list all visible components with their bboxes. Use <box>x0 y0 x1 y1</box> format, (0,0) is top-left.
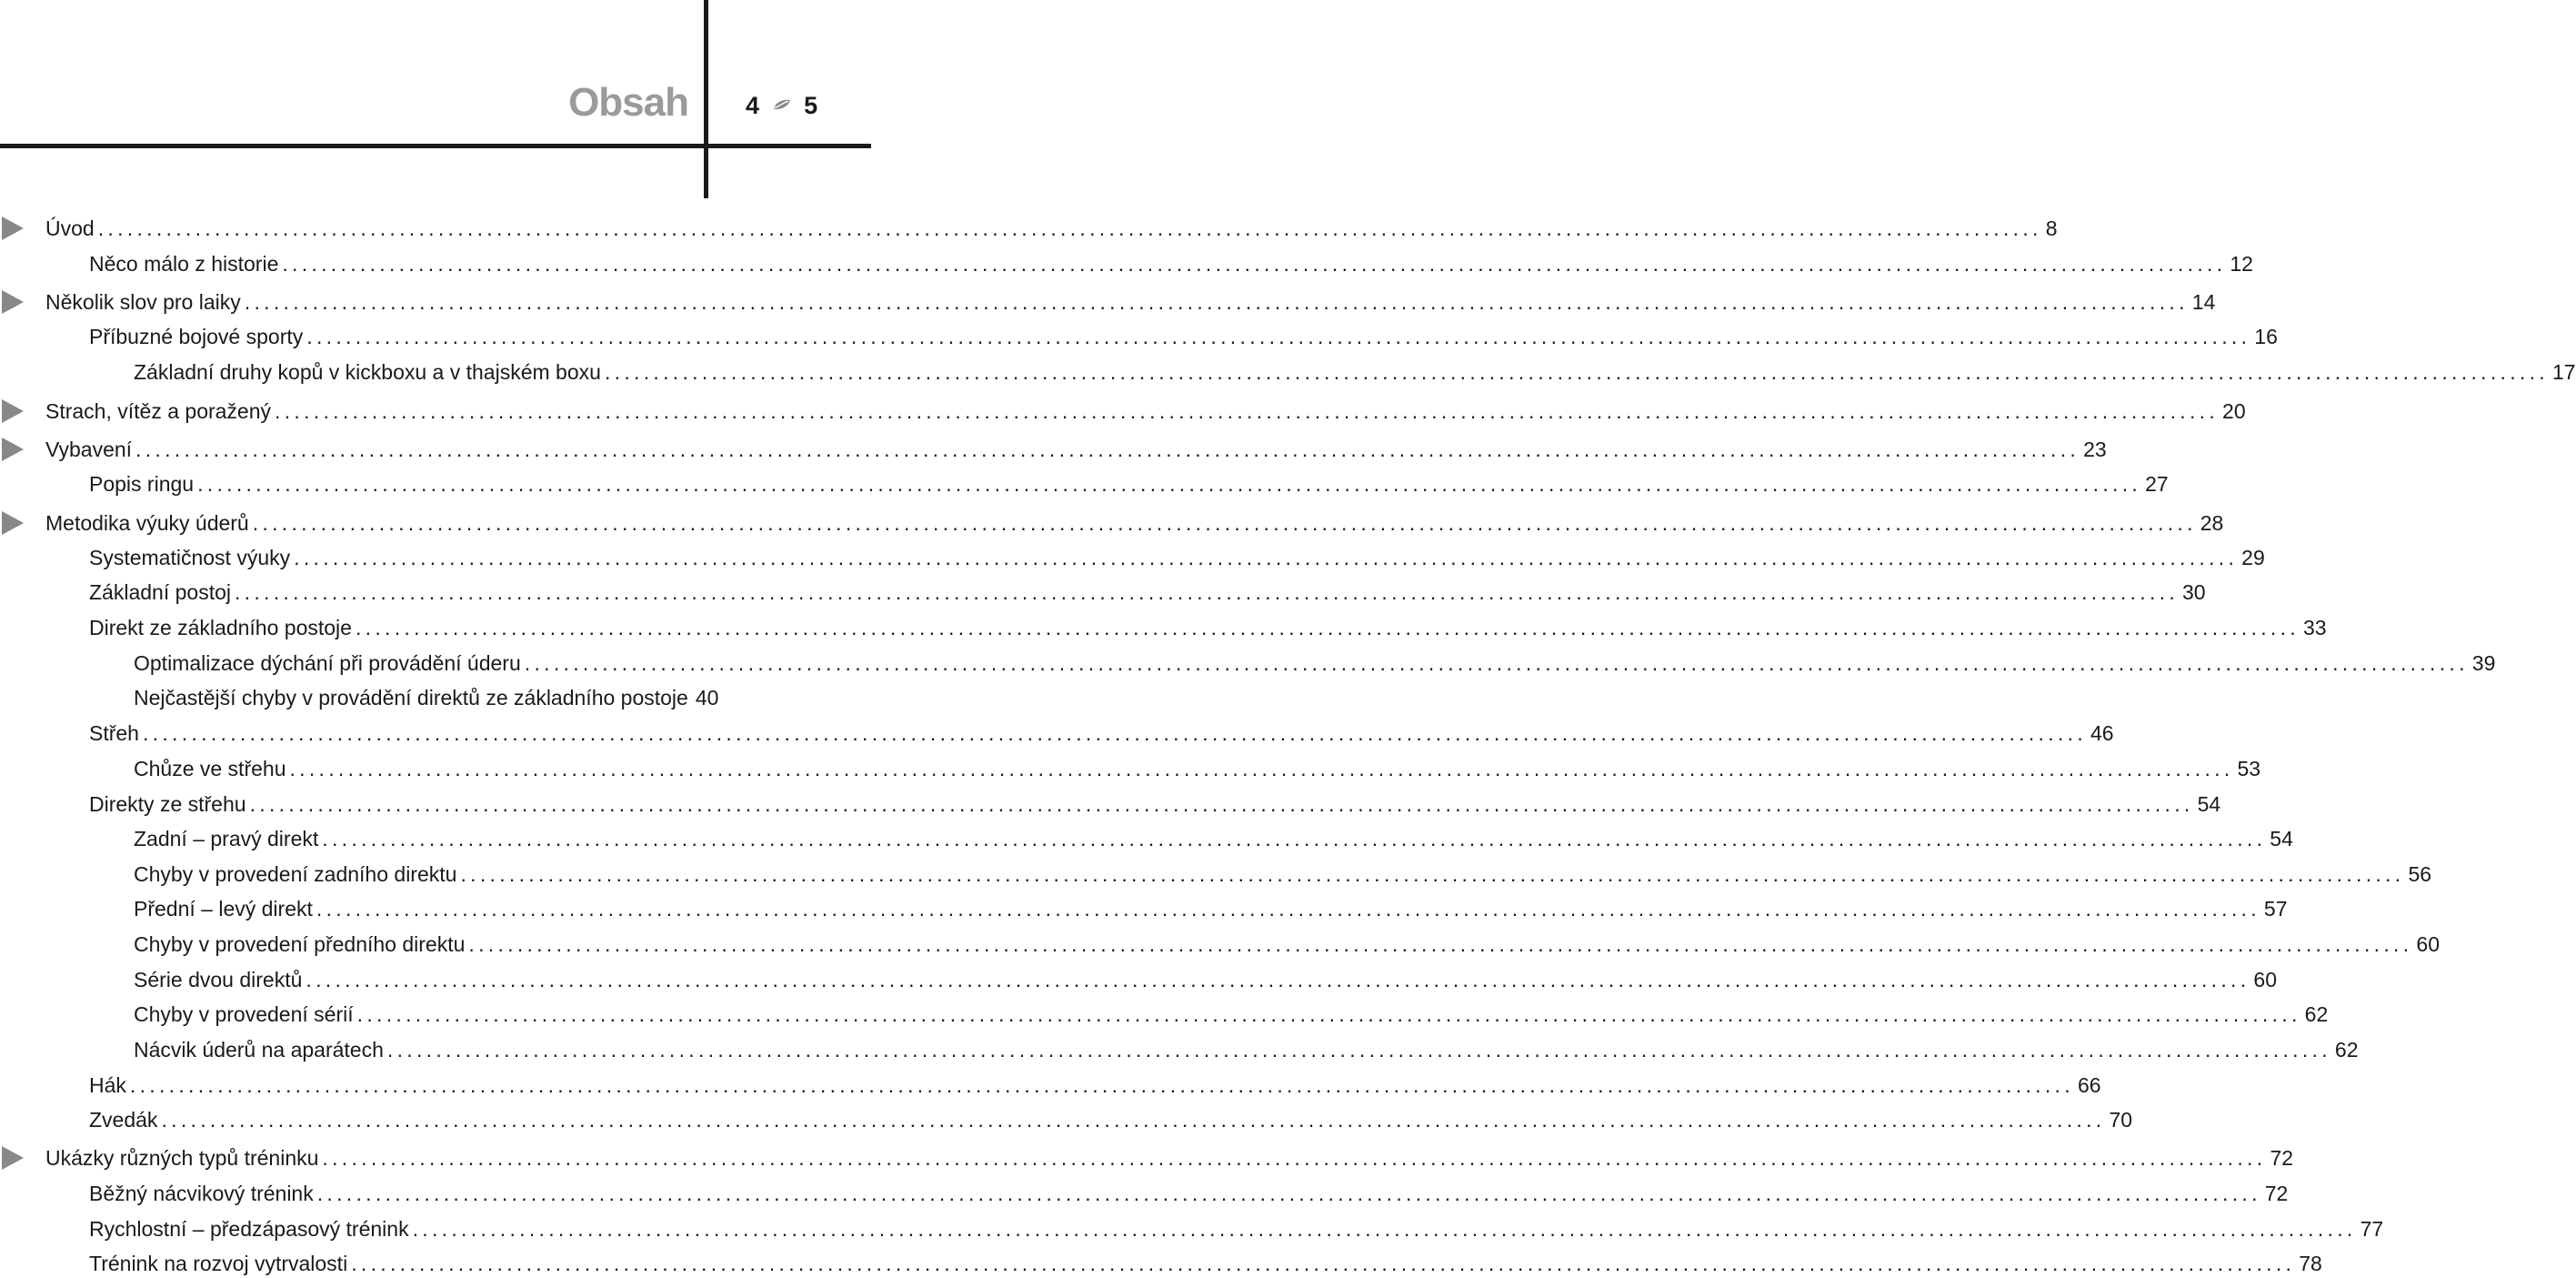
toc-entry-page: 60 <box>2416 932 2441 956</box>
toc-entry-label: Chůze ve střehu <box>134 757 286 780</box>
toc-entry-label: Chyby v provedení sérií <box>134 1002 354 1026</box>
toc-entry-page: 20 <box>2222 399 2246 423</box>
page-number-left: 4 <box>746 92 760 119</box>
dot-leader: ........................................................................................................................................................................................................ <box>161 1108 2106 1132</box>
toc-entry-page: 62 <box>2304 1002 2329 1026</box>
toc-entry-page: 14 <box>2191 290 2216 314</box>
toc-entry-label: Trénink na rozvoj vytrvalosti <box>89 1252 348 1275</box>
toc-entry-label: Nejčastější chyby v provádění direktů ze základního postoje <box>134 686 688 709</box>
toc-entry-page: 33 <box>2302 616 2327 639</box>
toc-entry-page: 54 <box>2270 827 2293 850</box>
toc-entry[interactable] <box>89 1249 2322 1278</box>
toc-entry[interactable] <box>89 543 2265 572</box>
toc-entry-label: Něco málo z historie <box>89 252 279 276</box>
toc-entry-label: Série dvou direktů <box>134 968 303 991</box>
dot-leader: ........................................................................................................................................................................................................ <box>460 862 2405 886</box>
toc-entry-page: 70 <box>2109 1108 2133 1132</box>
toc-entry[interactable] <box>134 860 2432 889</box>
toc-entry-page: 57 <box>2263 897 2288 921</box>
dot-leader: ........................................................................................................................................................................................................ <box>322 827 2267 850</box>
toc-entry-page: 78 <box>2299 1252 2322 1275</box>
dot-leader: ........................................................................................................................................................................................................ <box>142 721 2088 745</box>
dot-leader: ........................................................................................................................................................................................................ <box>294 546 2239 569</box>
toc-entry[interactable] <box>134 894 2288 923</box>
toc-entry[interactable] <box>89 1214 2384 1243</box>
toc-entry[interactable] <box>134 754 2261 783</box>
toc-entry-label: Vybavení <box>45 438 133 461</box>
toc-entry-label: Direkty ze střehu <box>89 792 246 816</box>
toc-entry-label: Běžný nácvikový trénink <box>89 1182 314 1205</box>
toc-entry-label: Zvedák <box>89 1108 158 1132</box>
toc-entry[interactable] <box>45 508 2224 538</box>
toc-entry-page: 72 <box>2264 1182 2289 1205</box>
dot-leader: ........................................................................................................................................................................................................ <box>355 616 2300 639</box>
dot-leader: ........................................................................................................................................................................................................ <box>316 897 2260 921</box>
toc-entry-page: 77 <box>2360 1217 2384 1241</box>
toc-entry[interactable] <box>89 1179 2289 1208</box>
section-arrow-icon <box>2 438 24 461</box>
dot-leader: ........................................................................................................................................................................................................ <box>282 252 2227 276</box>
dot-leader: ........................................................................................................................................................................................................ <box>97 216 2042 240</box>
dot-leader: ........................................................................................................................................................................................................ <box>386 1038 2331 1062</box>
toc-entry[interactable] <box>89 322 2278 351</box>
toc-entry-page: 12 <box>2230 252 2253 276</box>
toc-entry[interactable] <box>134 1035 2359 1064</box>
toc-entry-label: Direkt ze základního postoje <box>89 616 352 639</box>
toc-entry[interactable] <box>45 435 2107 464</box>
section-arrow-icon <box>2 511 24 535</box>
toc-entry[interactable] <box>45 397 2246 426</box>
toc-entry-page: 30 <box>2182 580 2206 604</box>
dot-leader: ........................................................................................................................................................................................................ <box>351 1252 2296 1275</box>
toc-entry[interactable] <box>134 930 2441 959</box>
toc-entry-page: 29 <box>2241 546 2265 569</box>
toc-entry-label: Přední – levý direkt <box>134 897 313 921</box>
toc-entry-label: Zadní – pravý direkt <box>134 827 319 850</box>
dot-leader: ........................................................................................................................................................................................................ <box>322 1146 2267 1170</box>
toc-entry-page: 17 <box>2551 360 2576 384</box>
dot-leader: ........................................................................................................................................................................................................ <box>289 757 2234 780</box>
toc-entry-label: Hák <box>89 1073 126 1097</box>
dot-leader: ........................................................................................................................................................................................................ <box>524 651 2469 675</box>
toc-entry-label: Základní druhy kopů v kickboxu a v thajském boxu <box>134 360 601 384</box>
dot-leader: ........................................................................................................................................................................................................ <box>412 1217 2357 1241</box>
toc-entry-label: Systematičnost výuky <box>89 546 291 569</box>
toc-entry-label: Rychlostní – předzápasový trénink <box>89 1217 409 1241</box>
dot-leader: ........................................................................................................................................................................................................ <box>234 580 2180 604</box>
toc-entry[interactable] <box>89 1071 2101 1100</box>
toc-entry[interactable] <box>89 719 2114 748</box>
dot-leader: ........................................................................................................................................................................................................ <box>604 360 2549 384</box>
toc-entry[interactable] <box>89 613 2327 642</box>
dot-leader: ........................................................................................................................................................................................................ <box>197 472 2142 496</box>
toc-entry-label: Střeh <box>89 721 139 745</box>
toc-entry[interactable] <box>134 357 2576 387</box>
dot-leader: ........................................................................................................................................................................................................ <box>468 932 2413 956</box>
toc-entry-label: Ukázky různých typů tréninku <box>45 1146 319 1170</box>
dot-leader: ........................................................................................................................................................................................................ <box>316 1182 2261 1205</box>
toc-entry-page: 66 <box>2077 1073 2101 1097</box>
toc-entry-page: 46 <box>2090 721 2114 745</box>
toc-entry[interactable] <box>134 649 2496 678</box>
toc-entry[interactable] <box>89 790 2221 819</box>
toc-entry[interactable] <box>89 1105 2133 1134</box>
toc-entry-page: 39 <box>2471 651 2496 675</box>
toc-entry-page: 62 <box>2334 1038 2359 1062</box>
toc-entry[interactable] <box>45 214 2058 243</box>
toc-entry-page: 60 <box>2253 968 2278 991</box>
toc-entry-label: Chyby v provedení zadního direktu <box>134 862 457 886</box>
toc-entry-label: Úvod <box>45 216 95 240</box>
toc-entry-page: 16 <box>2254 325 2278 348</box>
section-arrow-icon <box>2 290 24 314</box>
toc-entry-page: 53 <box>2237 757 2261 780</box>
dot-leader: ........................................................................................................................................................................................................ <box>249 792 2194 816</box>
dot-leader: ........................................................................................................................................................................................................ <box>129 1073 2074 1097</box>
dot-leader: ........................................................................................................................................................................................................ <box>306 325 2251 348</box>
toc-entry[interactable] <box>45 287 2216 317</box>
toc-entry-label: Několik slov pro laiky <box>45 290 241 314</box>
toc-entry[interactable] <box>89 469 2169 498</box>
section-arrow-icon <box>2 216 24 240</box>
dot-leader: ........................................................................................................................................................................................................ <box>306 968 2250 991</box>
section-arrow-icon <box>2 1146 24 1170</box>
toc-entry-page: 23 <box>2083 438 2107 461</box>
dot-leader: ........................................................................................................................................................................................................ <box>135 438 2080 461</box>
dot-leader: ........................................................................................................................................................................................................ <box>275 399 2220 423</box>
toc-entry-label: Strach, vítěz a poražený <box>45 399 272 423</box>
toc-entry[interactable] <box>134 965 2278 994</box>
toc-entry-label: Optimalizace dýchání při provádění úderu <box>134 651 521 675</box>
toc-entry[interactable] <box>89 249 2253 278</box>
toc-entry-page: 56 <box>2408 862 2432 886</box>
toc-entry[interactable] <box>134 824 2293 853</box>
dot-leader: ........................................................................................................................................................................................................ <box>252 511 2197 535</box>
toc-entry-label: Nácvik úderů na aparátech <box>134 1038 384 1062</box>
toc-entry-label: Popis ringu <box>89 472 195 496</box>
toc-entry-page: 27 <box>2145 472 2169 496</box>
dot-leader: ........................................................................................................................................................................................................ <box>356 1002 2301 1026</box>
dot-leader: ........................................................................................................................................................................................................ <box>244 290 2189 314</box>
toc-entry[interactable] <box>89 578 2206 607</box>
toc-entry-label: Metodika výuky úderů <box>45 511 249 535</box>
toc-entry-page: 28 <box>2200 511 2224 535</box>
section-arrow-icon <box>2 399 24 423</box>
toc-entry-label: Příbuzné bojové sporty <box>89 325 304 348</box>
toc-entry-page: 72 <box>2270 1146 2294 1170</box>
toc-entry-label: Chyby v provedení předního direktu <box>134 932 466 956</box>
toc-entry-page: 40 <box>695 686 719 709</box>
toc-entry-page: 54 <box>2197 792 2221 816</box>
page-number-right: 5 <box>804 92 818 119</box>
toc-entry[interactable] <box>134 1000 2329 1029</box>
toc-entry[interactable] <box>134 683 719 712</box>
toc-entry-label: Základní postoj <box>89 580 231 604</box>
toc-entry[interactable] <box>45 1143 2294 1172</box>
toc-entry-page: 8 <box>2045 216 2058 240</box>
page-title: Obsah <box>568 80 688 125</box>
